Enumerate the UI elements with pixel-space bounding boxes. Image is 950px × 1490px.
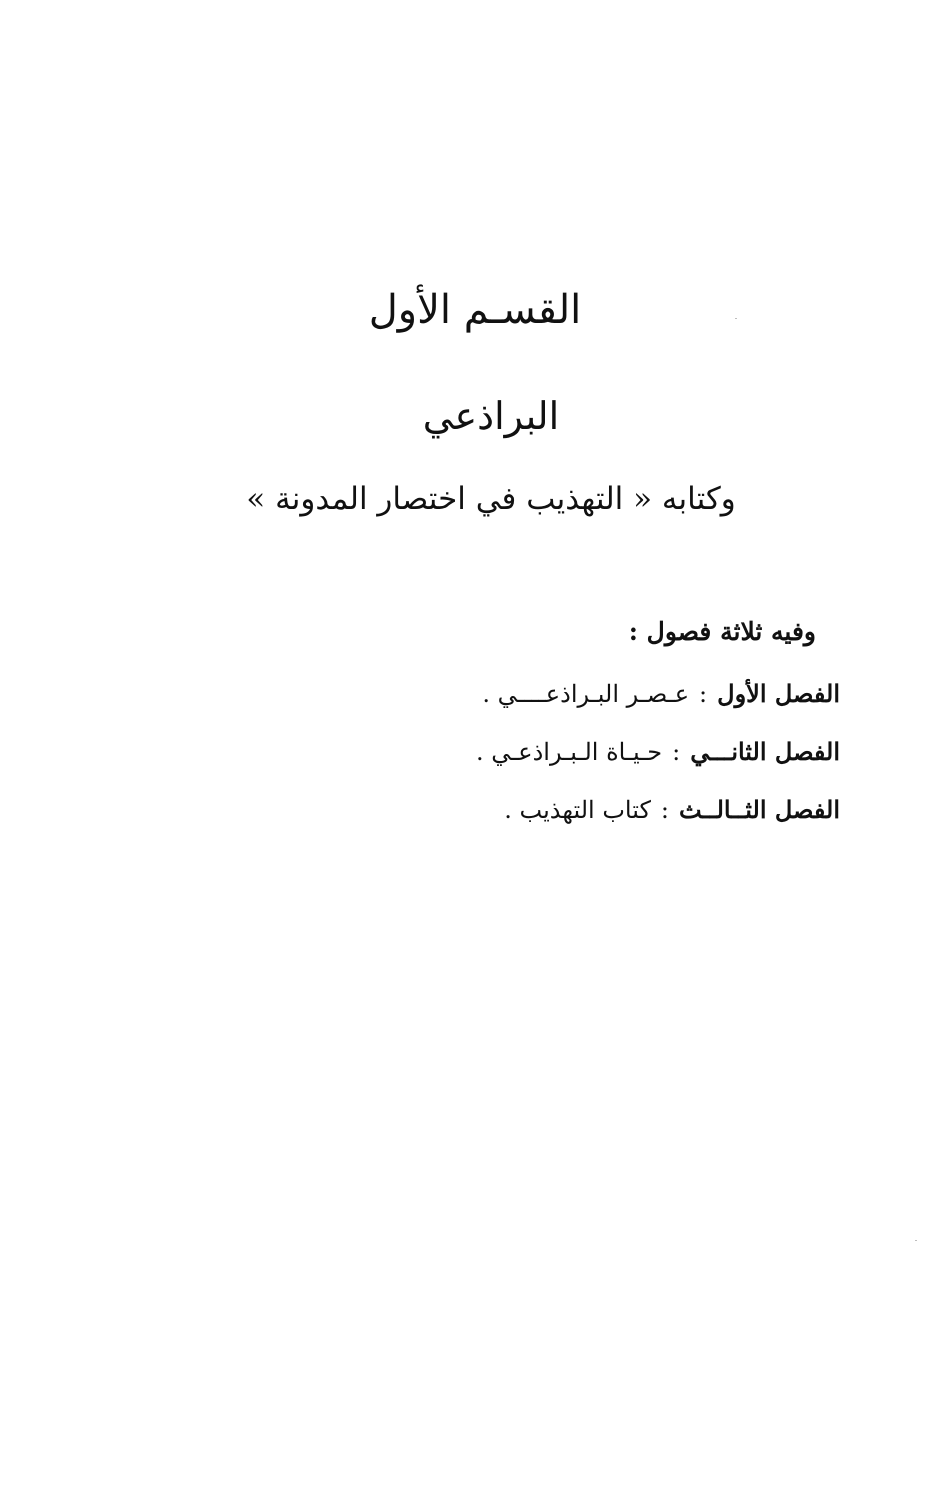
book-title-line: وكتابه « التهذيب في اختصار المدونة »: [246, 481, 736, 517]
chapter-item-1: [476, 676, 840, 712]
section-title: القسـم الأول: [368, 287, 582, 333]
chapter-separator: :: [672, 738, 681, 766]
chapter-label: الفصل الثــالــث: [678, 795, 840, 824]
chapter-label: الفصل الأول: [717, 679, 840, 708]
chapters-intro: وفيه ثلاثة فصول :: [628, 617, 816, 646]
chapter-item-2: [476, 734, 840, 770]
scan-speck: [915, 1240, 917, 1241]
scan-speck: [735, 318, 737, 319]
chapter-title: عـصـر البـراذعــــي .: [482, 680, 690, 708]
chapter-item-3: [476, 792, 840, 828]
chapter-separator: :: [660, 796, 669, 824]
author-name: البراذعي: [422, 394, 560, 438]
chapter-title: كتاب التهذيب .: [504, 796, 651, 824]
chapters-list: [476, 614, 840, 850]
chapter-title: حـيـاة الـبـراذعـي .: [475, 738, 663, 766]
chapter-separator: :: [699, 680, 708, 708]
chapter-label: الفصل الثانـــي: [690, 737, 840, 766]
